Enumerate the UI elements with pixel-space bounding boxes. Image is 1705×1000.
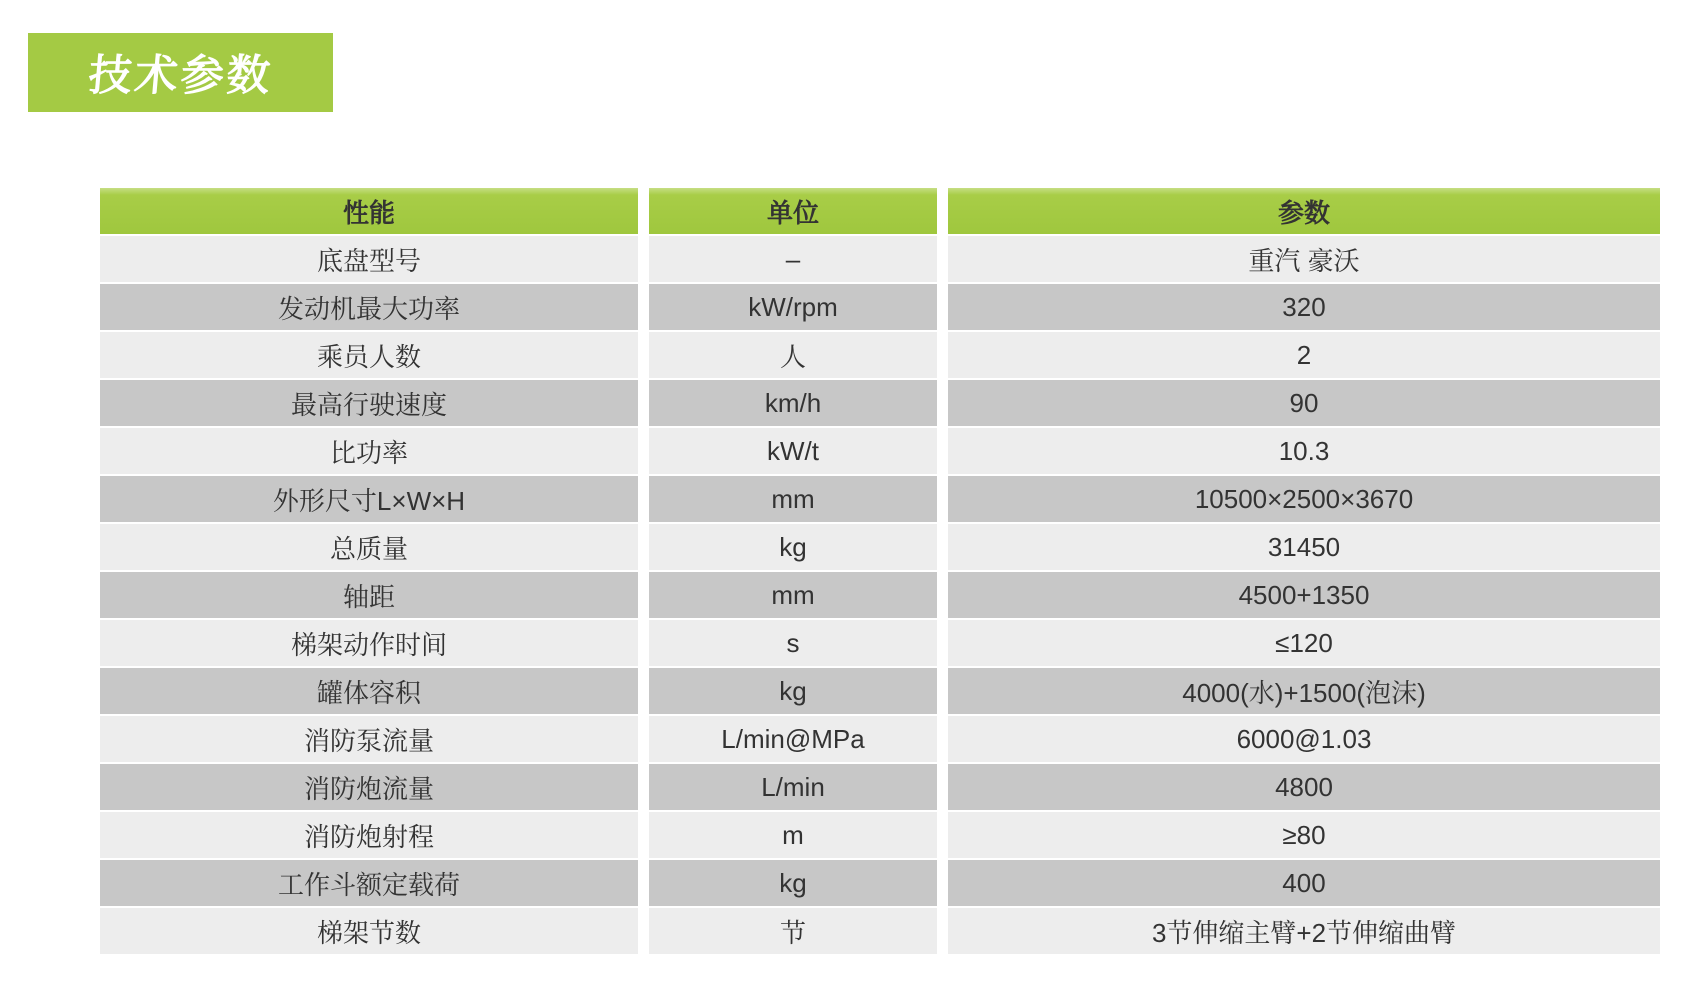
cell-unit: m (649, 812, 937, 858)
cell-unit: kg (649, 860, 937, 906)
table-row (100, 572, 1660, 618)
cell-property: 工作斗额定载荷 (100, 860, 638, 906)
cell-property: 总质量 (100, 524, 638, 570)
table-row (100, 668, 1660, 714)
table-row (100, 332, 1660, 378)
cell-unit: km/h (649, 380, 937, 426)
cell-property: 发动机最大功率 (100, 284, 638, 330)
cell-unit: – (649, 236, 937, 282)
cell-property: 乘员人数 (100, 332, 638, 378)
cell-value: 2 (948, 332, 1660, 378)
cell-unit: 节 (649, 908, 937, 954)
technical-parameters-table (100, 188, 1660, 956)
cell-value: ≤120 (948, 620, 1660, 666)
cell-value: 4500+1350 (948, 572, 1660, 618)
cell-property: 最高行驶速度 (100, 380, 638, 426)
cell-property: 梯架节数 (100, 908, 638, 954)
table-row (100, 764, 1660, 810)
table-row (100, 284, 1660, 330)
column-header-performance: 性能 (100, 188, 638, 234)
cell-unit: 人 (649, 332, 937, 378)
cell-value: 10500×2500×3670 (948, 476, 1660, 522)
cell-property: 罐体容积 (100, 668, 638, 714)
title-banner (28, 33, 333, 112)
cell-property: 外形尺寸L×W×H (100, 476, 638, 522)
cell-unit: kg (649, 524, 937, 570)
cell-value: 400 (948, 860, 1660, 906)
cell-unit: L/min (649, 764, 937, 810)
cell-unit: mm (649, 572, 937, 618)
table-row (100, 812, 1660, 858)
cell-unit: kW/t (649, 428, 937, 474)
cell-unit: L/min@MPa (649, 716, 937, 762)
cell-property: 消防炮射程 (100, 812, 638, 858)
table-row (100, 620, 1660, 666)
table-row (100, 860, 1660, 906)
cell-unit: kW/rpm (649, 284, 937, 330)
cell-value: 6000@1.03 (948, 716, 1660, 762)
cell-property: 消防炮流量 (100, 764, 638, 810)
table-body (100, 236, 1660, 954)
cell-value: 31450 (948, 524, 1660, 570)
cell-property: 轴距 (100, 572, 638, 618)
table-row (100, 236, 1660, 282)
page-title: 技术参数 (86, 52, 275, 100)
table-row (100, 716, 1660, 762)
cell-value: 90 (948, 380, 1660, 426)
cell-property: 比功率 (100, 428, 638, 474)
cell-value: 320 (948, 284, 1660, 330)
cell-property: 消防泵流量 (100, 716, 638, 762)
cell-value: 3节伸缩主臂+2节伸缩曲臂 (948, 908, 1660, 954)
cell-unit: mm (649, 476, 937, 522)
cell-value: 4800 (948, 764, 1660, 810)
table-row (100, 908, 1660, 954)
column-header-parameter: 参数 (948, 188, 1660, 234)
table-row (100, 380, 1660, 426)
table-row (100, 524, 1660, 570)
cell-value: 10.3 (948, 428, 1660, 474)
table-row (100, 428, 1660, 474)
cell-unit: s (649, 620, 937, 666)
column-header-unit: 单位 (649, 188, 937, 234)
cell-property: 底盘型号 (100, 236, 638, 282)
cell-value: ≥80 (948, 812, 1660, 858)
cell-value: 4000(水)+1500(泡沫) (948, 668, 1660, 714)
cell-unit: kg (649, 668, 937, 714)
cell-property: 梯架动作时间 (100, 620, 638, 666)
table-header-row (100, 188, 1660, 234)
table-row (100, 476, 1660, 522)
cell-value: 重汽 豪沃 (948, 236, 1660, 282)
